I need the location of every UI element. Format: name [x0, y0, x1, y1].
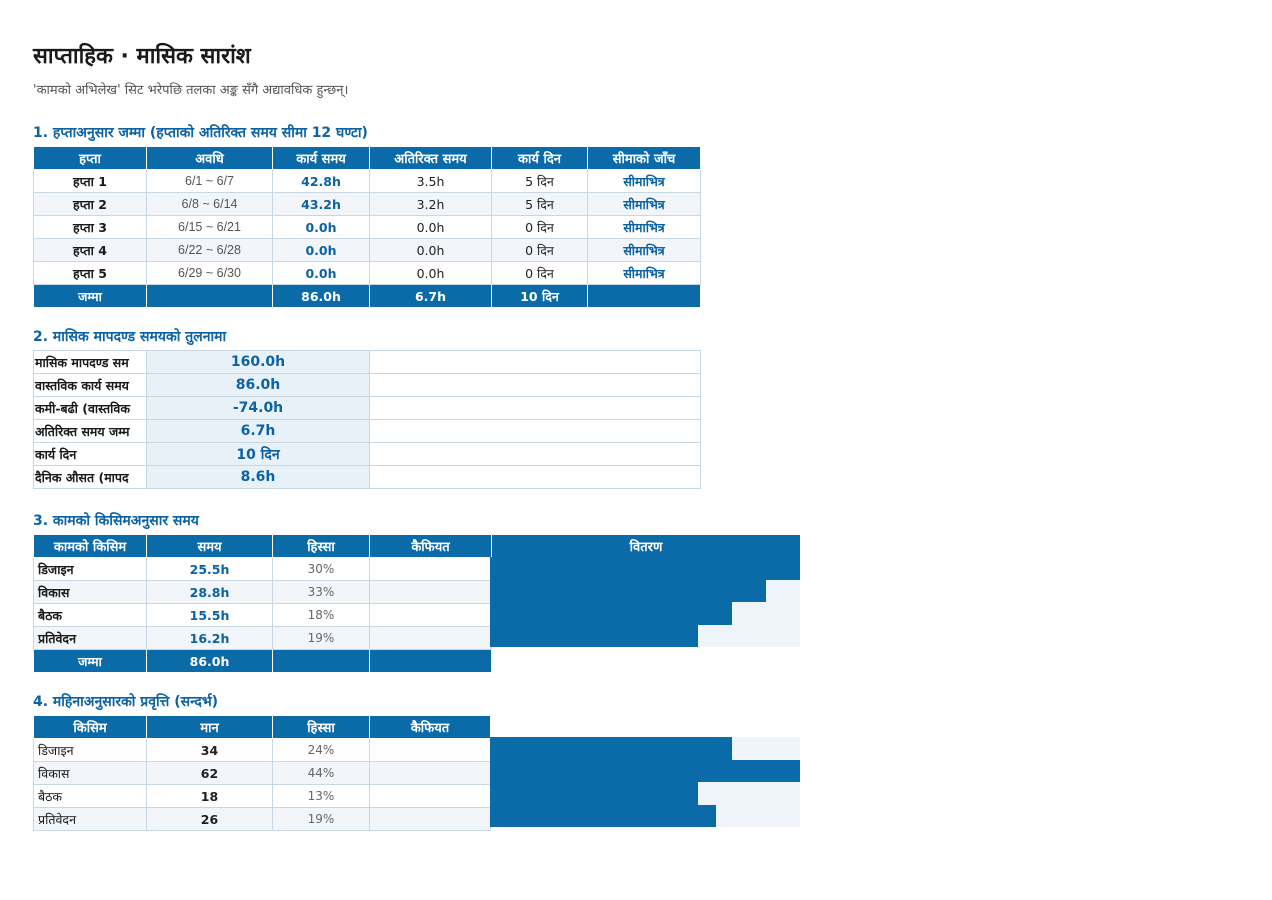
- work-cell: 43.2h: [273, 193, 370, 216]
- table-row: [34, 262, 701, 285]
- table-row: [34, 170, 701, 193]
- weekly-total-row: [34, 285, 701, 308]
- share-cell: 24%: [273, 739, 370, 762]
- type-cell: प्रतिवेदन: [34, 808, 147, 831]
- share-cell: 30%: [273, 558, 370, 581]
- type-cell: प्रतिवेदन: [34, 627, 147, 650]
- col-header-value: मान: [147, 716, 273, 739]
- table-row: [34, 785, 491, 808]
- total-distribution-empty: [492, 650, 801, 673]
- metric-value: 86.0h: [147, 374, 370, 397]
- distribution-bar: [490, 737, 732, 760]
- remarks-cell: [370, 558, 492, 581]
- metric-value: 160.0h: [147, 351, 370, 374]
- col-header-range: अवधि: [147, 147, 273, 170]
- metric-note: [370, 466, 701, 489]
- weekly-header-row: [34, 147, 701, 170]
- total-time: 86.0h: [147, 650, 273, 673]
- work-cell: 42.8h: [273, 170, 370, 193]
- metric-label: कार्य दिन: [34, 443, 147, 466]
- metric-note: [370, 351, 701, 374]
- type-cell: विकास: [34, 762, 147, 785]
- table-row: [34, 420, 701, 443]
- days-cell: 0 दिन: [492, 262, 588, 285]
- remarks-cell: [370, 808, 491, 831]
- time-cell: 28.8h: [147, 581, 273, 604]
- type-cell: बैठक: [34, 604, 147, 627]
- metric-value: 10 दिन: [147, 443, 370, 466]
- metric-note: [370, 397, 701, 420]
- overtime-cell: 3.2h: [370, 193, 492, 216]
- col-header-days: कार्य दिन: [492, 147, 588, 170]
- total-remarks-empty: [370, 650, 492, 673]
- metric-label: कमी-बढी (वास्तविक: [34, 397, 147, 420]
- days-cell: 0 दिन: [492, 239, 588, 262]
- total-check-empty: [588, 285, 701, 308]
- check-cell: सीमाभित्र: [588, 262, 701, 285]
- total-days: 10 दिन: [492, 285, 588, 308]
- metric-note: [370, 374, 701, 397]
- metric-note: [370, 443, 701, 466]
- time-cell: 15.5h: [147, 604, 273, 627]
- table-row: [34, 739, 491, 762]
- check-cell: सीमाभित्र: [588, 216, 701, 239]
- total-range-empty: [147, 285, 273, 308]
- col-header-type: किसिम: [34, 716, 147, 739]
- table-row: [34, 216, 701, 239]
- table-row: [34, 397, 701, 420]
- metric-label: अतिरिक्त समय जम्म: [34, 420, 147, 443]
- worktype-header-row: [34, 535, 801, 558]
- week-cell: हप्ता 3: [34, 216, 147, 239]
- distribution-bar-track: [490, 782, 800, 805]
- share-cell: 13%: [273, 785, 370, 808]
- type-cell: बैठक: [34, 785, 147, 808]
- value-cell: 26: [147, 808, 273, 831]
- remarks-cell: [370, 604, 492, 627]
- page-title: साप्ताहिक · मासिक सारांश: [33, 44, 251, 69]
- distribution-bar: [490, 557, 800, 580]
- section1-title: 1. हप्ताअनुसार जम्मा (हप्ताको अतिरिक्त समय सीमा 12 घण्टा): [33, 125, 368, 141]
- share-cell: 33%: [273, 581, 370, 604]
- share-cell: 19%: [273, 808, 370, 831]
- distribution-bar-track: [490, 580, 800, 603]
- metric-label: वास्तविक कार्य समय: [34, 374, 147, 397]
- table-row: [34, 466, 701, 489]
- distribution-bar: [490, 580, 766, 603]
- remarks-cell: [370, 627, 492, 650]
- share-cell: 44%: [273, 762, 370, 785]
- range-cell: 6/8 ~ 6/14: [147, 193, 273, 216]
- overtime-cell: 3.5h: [370, 170, 492, 193]
- monthly-standard-table: [33, 350, 701, 489]
- col-header-type: कामको किसिम: [34, 535, 147, 558]
- distribution-bar-track: [490, 602, 800, 625]
- total-share-empty: [273, 650, 370, 673]
- distribution-bar-track: [490, 805, 800, 828]
- distribution-bar: [490, 782, 698, 805]
- metric-value: -74.0h: [147, 397, 370, 420]
- total-work: 86.0h: [273, 285, 370, 308]
- total-label: जम्मा: [34, 650, 147, 673]
- distribution-bar: [490, 805, 716, 828]
- remarks-cell: [370, 785, 491, 808]
- distribution-bar: [490, 625, 698, 648]
- week-cell: हप्ता 1: [34, 170, 147, 193]
- range-cell: 6/1 ~ 6/7: [147, 170, 273, 193]
- weekly-table: [33, 146, 701, 308]
- time-cell: 16.2h: [147, 627, 273, 650]
- week-cell: हप्ता 5: [34, 262, 147, 285]
- type-cell: डिजाइन: [34, 739, 147, 762]
- check-cell: सीमाभित्र: [588, 170, 701, 193]
- section4-title: 4. महिनाअनुसारको प्रवृत्ति (सन्दर्भ): [33, 694, 219, 710]
- table-row: [34, 351, 701, 374]
- range-cell: 6/15 ~ 6/21: [147, 216, 273, 239]
- col-header-overtime: अतिरिक्त समय: [370, 147, 492, 170]
- metric-note: [370, 420, 701, 443]
- total-label: जम्मा: [34, 285, 147, 308]
- col-header-week: हप्ता: [34, 147, 147, 170]
- page-subtitle: 'कामको अभिलेख' सिट भरेपछि तलका अङ्क सँगै अद्यावधिक हुन्छन्।: [33, 83, 349, 98]
- type-cell: विकास: [34, 581, 147, 604]
- distribution-bar-track: [490, 760, 800, 783]
- type-cell: डिजाइन: [34, 558, 147, 581]
- table-row: [34, 762, 491, 785]
- distribution-bar-track: [490, 737, 800, 760]
- work-cell: 0.0h: [273, 262, 370, 285]
- trend-header-row: [34, 716, 491, 739]
- col-header-work: कार्य समय: [273, 147, 370, 170]
- total-overtime: 6.7h: [370, 285, 492, 308]
- days-cell: 5 दिन: [492, 193, 588, 216]
- distribution-bar: [490, 602, 732, 625]
- worktype-total-row: [34, 650, 801, 673]
- remarks-cell: [370, 581, 492, 604]
- metric-value: 8.6h: [147, 466, 370, 489]
- section3-title: 3. कामको किसिमअनुसार समय: [33, 513, 199, 529]
- col-header-remarks: कैफियत: [370, 716, 491, 739]
- col-header-time: समय: [147, 535, 273, 558]
- distribution-bar-track: [490, 557, 800, 580]
- overtime-cell: 0.0h: [370, 239, 492, 262]
- work-cell: 0.0h: [273, 216, 370, 239]
- remarks-cell: [370, 739, 491, 762]
- share-cell: 18%: [273, 604, 370, 627]
- share-cell: 19%: [273, 627, 370, 650]
- table-row: [34, 808, 491, 831]
- table-row: [34, 443, 701, 466]
- days-cell: 5 दिन: [492, 170, 588, 193]
- work-cell: 0.0h: [273, 239, 370, 262]
- value-cell: 18: [147, 785, 273, 808]
- range-cell: 6/29 ~ 6/30: [147, 262, 273, 285]
- col-header-check: सीमाको जाँच: [588, 147, 701, 170]
- value-cell: 34: [147, 739, 273, 762]
- range-cell: 6/22 ~ 6/28: [147, 239, 273, 262]
- distribution-bar-track: [490, 625, 800, 648]
- col-header-distribution: वितरण: [492, 535, 801, 558]
- monthly-trend-table: [33, 715, 491, 831]
- overtime-cell: 0.0h: [370, 216, 492, 239]
- time-cell: 25.5h: [147, 558, 273, 581]
- section2-title: 2. मासिक मापदण्ड समयको तुलनामा: [33, 329, 227, 345]
- col-header-share: हिस्सा: [273, 716, 370, 739]
- remarks-cell: [370, 762, 491, 785]
- table-row: [34, 193, 701, 216]
- overtime-cell: 0.0h: [370, 262, 492, 285]
- metric-label: मासिक मापदण्ड सम: [34, 351, 147, 374]
- table-row: [34, 239, 701, 262]
- days-cell: 0 दिन: [492, 216, 588, 239]
- metric-label: दैनिक औसत (मापद: [34, 466, 147, 489]
- col-header-remarks: कैफियत: [370, 535, 492, 558]
- value-cell: 62: [147, 762, 273, 785]
- distribution-bar: [490, 760, 800, 783]
- check-cell: सीमाभित्र: [588, 193, 701, 216]
- week-cell: हप्ता 4: [34, 239, 147, 262]
- metric-value: 6.7h: [147, 420, 370, 443]
- week-cell: हप्ता 2: [34, 193, 147, 216]
- table-row: [34, 374, 701, 397]
- col-header-share: हिस्सा: [273, 535, 370, 558]
- check-cell: सीमाभित्र: [588, 239, 701, 262]
